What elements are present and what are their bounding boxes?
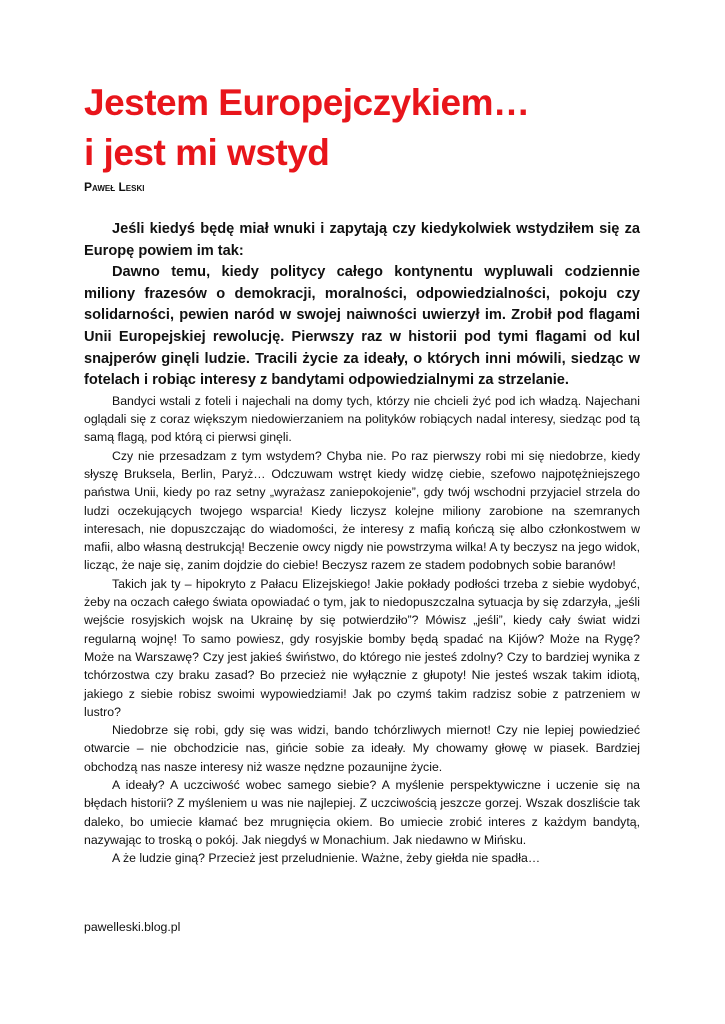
title-line-2: i jest mi wstyd: [84, 132, 330, 173]
footer-url: pawelleski.blog.pl: [84, 920, 181, 934]
body-paragraph-6: A że ludzie giną? Przecież jest przeludnienie. Ważne, żeby giełda nie spadła…: [112, 851, 541, 866]
lead-paragraph-1: Jeśli kiedyś będę miał wnuki i zapytają czy kiedykolwiek wstydziłem się za Europę powiem im tak:: [84, 221, 640, 259]
author-byline: Paweł Leski: [84, 180, 145, 194]
article: [84, 78, 640, 867]
article-title: [84, 78, 640, 178]
body-paragraph-5: A ideały? A uczciwość wobec samego siebie? A myślenie perspektywiczne i uczenie się na błędach historii? Z myśleniem u was nie najlepiej. Z uczciwością jeszcze gorzej. Wszak doszliście tak daleko, bo umiecie kłamać bez mrugnięcia okiem. Bo umiecie zrobić interes z każdym bandytą, nazywając to troską o pokój. Jak niegdyś w Monachium. Jak niedawno w Mińsku.: [84, 777, 640, 847]
body-paragraph-4: Niedobrze się robi, gdy się was widzi, bando tchórzliwych miernot! Czy nie lepiej powiedzieć otwarcie – nie obchodzicie nas, gińcie sobie za ideały. My chowamy głowę w piasek. Bardziej obchodzą nas nasze interesy niż wasze nędzne pozaunijne życie.: [84, 723, 640, 774]
body-paragraph-2: Czy nie przesadzam z tym wstydem? Chyba nie. Po raz pierwszy robi mi się niedobrze, kiedy słyszę Bruksela, Berlin, Paryż… Odczuwam wstręt kiedy widzę ciebie, szefowo najpotężniejszego państwa Unii, kiedy po raz setny „wyrażasz zaniepokojenie”, gdy twój wschodni przyjaciel strzela do ludzi oczekujących twojego wsparcia! Kiedy liczysz kolejne miliony zarobione na szemranych interesach, nie dopuszczając do wiadomości, że interesy z mafią kończą się albo członkostwem w mafii, albo własną destrukcją! Beczenie owcy nigdy nie powstrzyma wilka! A ty beczysz na jego widok, licząc, że naje się, zanim dojdzie do ciebie! Beczysz razem ze stadem podobnych sobie baranów!: [84, 448, 640, 573]
body-paragraph-3: Takich jak ty – hipokryto z Pałacu Elizejskiego! Jakie pokłady podłości trzeba z siebie wydobyć, żeby na oczach całego świata opowiadać o tym, jak to niedopuszczalna sytuacja by się zdarzyła, „jeśli wejście rosyjskich wojsk na Ukrainę by się potwierdziło”? Mówisz „jeśli”, kiedy cały świat widzi regularną wojnę! To samo powiesz, gdy rosyjskie bomby będą spadać na Kijów? Może na Rygę? Może na Warszawę? Czy jest jakieś świństwo, do którego nie jesteś zdolny? Czy to bardziej wynika z tchórzostwa czy braku zasad? Bo przecież nie wyłącznie z głupoty! Nie jesteś wszak takim idiotą, jakiego z siebie robisz swoimi wypowiedziami! Jak po czymś takim radzisz sobie z patrzeniem w lustro?: [84, 576, 640, 719]
title-line-1: Jestem Europejczykiem…: [84, 82, 530, 123]
lead-paragraph-2: Dawno temu, kiedy politycy całego kontynentu wypluwali codziennie miliony frazesów o demokracji, moralności, odpowiedzialności, pokoju czy solidarności, pewien naród w swojej naiwności uwierzył im. Zrobił pod flagami Unii Europejskiej rewolucję. Pierwszy raz w historii pod tymi flagami od kul snajperów ginęli ludzie. Tracili życie za ideały, o których inni mówili, siedząc w fotelach i robiąc interesy z bandytami odpowiedzialnymi za strzelanie.: [84, 264, 640, 389]
body-paragraph-1: Bandyci wstali z foteli i najechali na domy tych, którzy nie chcieli żyć pod ich władzą. Najechani oglądali się z coraz większym niedowierzaniem na polityków robiących nadal interesy, siedząc pod tą samą flagą, pod którą ci pierwsi ginęli.: [84, 393, 640, 445]
